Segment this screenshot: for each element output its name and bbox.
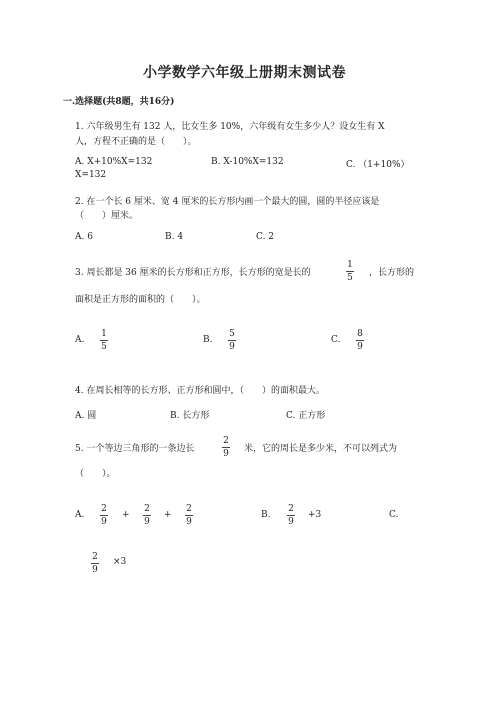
fraction-bar [100, 515, 108, 516]
question-3-line-1-start: 3. 周长都是 36 厘米的长方形和正方形，长方形的宽是长的 [75, 268, 311, 278]
question-5-option-a-fraction-1 [100, 504, 108, 527]
question-5-line-1-start: 5. 一个等边三角形的一条边长 [75, 444, 195, 454]
fraction-denominator: 9 [144, 517, 150, 527]
fraction-bar [356, 340, 364, 341]
fraction-bar [222, 447, 230, 448]
fraction-denominator: 5 [101, 342, 107, 352]
fraction-numerator: 1 [347, 260, 353, 270]
question-3-option-c[interactable]: C. [331, 335, 341, 345]
question-3-line-1-end: ，长方形的 [369, 268, 415, 278]
question-5-option-b[interactable]: B. [261, 510, 271, 520]
fraction-denominator: 9 [357, 342, 363, 352]
fraction-bar [287, 515, 295, 516]
fraction-denominator: 9 [186, 517, 192, 527]
question-3-fraction [346, 260, 354, 283]
fraction-bar [228, 340, 236, 341]
fraction-numerator: 1 [101, 329, 107, 339]
question-2-option-b[interactable]: B. 4 [165, 232, 184, 242]
question-5-option-a[interactable]: A. [75, 510, 85, 520]
fraction-numerator: 2 [186, 504, 192, 514]
question-4-option-a[interactable]: A. 圆 [75, 411, 97, 421]
question-5-option-a-fraction-3 [185, 504, 193, 527]
fraction-numerator: 2 [144, 504, 150, 514]
fraction-numerator: 2 [92, 552, 98, 562]
fraction-numerator: 2 [223, 436, 229, 446]
fraction-bar [143, 515, 151, 516]
fraction-numerator: 5 [229, 329, 235, 339]
question-5-option-a-fraction-2 [143, 504, 151, 527]
question-5-option-c-suffix: ×3 [113, 557, 127, 567]
question-2-line-1: 2. 在一个长 6 厘米、宽 4 厘米的长方形内画一个最大的圆，圆的半径应该是 [75, 197, 380, 207]
question-1-option-c-continued: X=132 [75, 170, 107, 180]
question-5-line-2: （ ）。 [75, 469, 116, 479]
question-1-line-2: 人，方程不正确的是（ ）。 [75, 137, 197, 147]
question-1-option-a[interactable]: A. X+10%X=132 [75, 157, 153, 167]
question-5-fraction [222, 436, 230, 459]
fraction-bar [185, 515, 193, 516]
fraction-denominator: 9 [288, 517, 294, 527]
question-1-option-b[interactable]: B. X-10%X=132 [211, 157, 284, 167]
question-3-option-a[interactable]: A. [75, 335, 85, 345]
plus-sign: + [164, 510, 172, 520]
question-3-option-c-fraction [356, 329, 364, 352]
question-5-option-b-fraction [287, 504, 295, 527]
fraction-numerator: 8 [357, 329, 363, 339]
question-5-option-b-suffix: +3 [308, 510, 322, 520]
question-5-line-1-end: 米，它的周长是多少米，不可以列式为 [244, 444, 398, 454]
fraction-denominator: 9 [229, 342, 235, 352]
question-3-line-2: 面积是正方形的面积的（ ）。 [75, 295, 206, 305]
fraction-denominator: 9 [101, 517, 107, 527]
plus-sign: + [122, 510, 130, 520]
page-title: 小学数学六年级上册期末测试卷 [143, 65, 346, 81]
fraction-numerator: 2 [288, 504, 294, 514]
fraction-numerator: 2 [101, 504, 107, 514]
question-5-option-c[interactable]: C. [389, 510, 399, 520]
question-2-option-a[interactable]: A. 6 [75, 232, 93, 242]
question-2-line-2: （ ）厘米。 [75, 211, 139, 221]
question-5-option-c-fraction [91, 552, 99, 575]
fraction-bar [100, 340, 108, 341]
fraction-denominator: 9 [223, 449, 229, 459]
question-1-line-1: 1. 六年级男生有 132 人，比女生多 10%，六年级有女生多少人？设女生有 X [75, 122, 385, 132]
question-3-option-b[interactable]: B. [203, 335, 213, 345]
question-3-option-a-fraction [100, 329, 108, 352]
fraction-denominator: 9 [92, 565, 98, 575]
section-heading: 一.选择题(共8题，共16分) [63, 97, 175, 107]
question-2-option-c[interactable]: C. 2 [256, 232, 275, 242]
question-1-option-c[interactable]: C. （1+10%） [346, 160, 410, 170]
fraction-denominator: 5 [347, 273, 353, 283]
fraction-bar [91, 563, 99, 564]
question-4-option-c[interactable]: C. 正方形 [286, 411, 326, 421]
question-4-option-b[interactable]: B. 长方形 [170, 411, 210, 421]
fraction-bar [346, 271, 354, 272]
question-4-line-1: 4. 在周长相等的长方形、正方形和圆中，（ ）的面积最大。 [75, 386, 325, 396]
question-3-option-b-fraction [228, 329, 236, 352]
